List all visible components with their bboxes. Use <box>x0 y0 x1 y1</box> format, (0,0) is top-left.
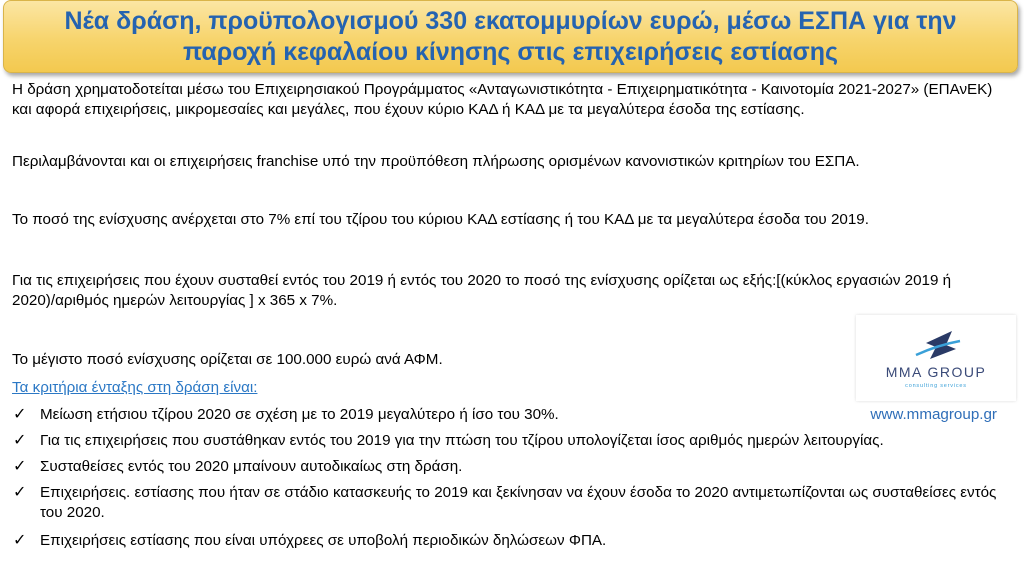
company-logo <box>856 315 1016 401</box>
checkmark-icon: ✓ <box>13 406 27 423</box>
paragraph-amount: Το ποσό της ενίσχυσης ανέρχεται στο 7% επί του τζίρου του κύριου ΚΑΔ εστίασης ή του ΚΑΔ με τα μεγαλύτερα έσοδα του 2019. <box>12 211 869 228</box>
criteria-list <box>12 405 1012 553</box>
paragraph-franchise: Περιλαμβάνονται και οι επιχειρήσεις franchise υπό την προϋπόθεση πλήρωσης ορισμένων κανονιστικών κριτηρίων του ΕΣΠΑ. <box>12 153 860 170</box>
title-banner <box>3 0 1018 73</box>
website-text: www.mmagroup.gr <box>870 406 997 423</box>
criteria-item <box>12 405 1012 431</box>
checkmark-icon: ✓ <box>13 484 27 501</box>
criteria-item-text: Συσταθείσες εντός του 2020 μπαίνουν αυτοδικαίως στη δράση. <box>40 458 463 475</box>
criteria-item <box>12 483 1012 531</box>
checkmark-icon: ✓ <box>13 458 27 475</box>
checkmark-icon: ✓ <box>13 532 27 549</box>
criteria-item-text: Για τις επιχειρήσεις που συστάθηκαν εντός του 2019 για την πτώση του τζίρου υπολογίζεται ίσος αριθμός ημερών λειτουργίας. <box>40 432 884 449</box>
logo-tagline: consulting services <box>905 383 967 389</box>
criteria-item-text: Επιχειρήσεις. εστίασης που ήταν σε στάδιο κατασκευής το 2019 και ξεκίνησαν να έχουν έσοδα το 2020 αντιμετωπίζονται ως συσταθείσες εντός του 2020. <box>40 484 997 521</box>
criteria-item-text: Επιχειρήσεις εστίασης που είναι υπόχρεες σε υποβολή περιοδικών δηλώσεων ΦΠΑ. <box>40 532 607 549</box>
logo-name: MMA GROUP <box>885 364 987 380</box>
criteria-item <box>12 457 1012 483</box>
paragraph-maximum: Το μέγιστο ποσό ενίσχυσης ορίζεται σε 100.000 ευρώ ανά ΑΦΜ. <box>12 351 443 368</box>
title-line-2: παροχή κεφαλαίου κίνησης στις επιχειρήσεις εστίασης <box>182 37 839 66</box>
criteria-heading-link[interactable]: Τα κριτήρια ένταξης στη δράση είναι: <box>12 379 258 396</box>
mma-group-logo-icon <box>856 315 1016 401</box>
criteria-item <box>12 531 1012 553</box>
paragraph-formula: Για τις επιχειρήσεις που έχουν συσταθεί εντός του 2019 ή εντός του 2020 το ποσό της ενίσχυσης ορίζεται ως εξής:[(κύκλος εργασιών 2019 ή 2020)/αριθμός ημερών λειτουργίας ] x 365 x 7%. <box>12 272 952 309</box>
criteria-item <box>12 431 1012 457</box>
paragraph-funding: Η δράση χρηματοδοτείται μέσω του Επιχειρησιακού Προγράμματος «Ανταγωνιστικότητα - Επιχειρηματικότητα - Καινοτομία 2021-2027» (ΕΠΑνΕΚ) και αφορά επιχειρήσεις, μικρομεσαίες και μεγάλες, που έχουν κύριο ΚΑΔ ή ΚΑΔ με τα μεγαλύτερα έσοδα της εστίασης. <box>12 81 993 118</box>
title-line-1: Νέα δράση, προϋπολογισμού 330 εκατομμυρίων ευρώ, μέσω ΕΣΠΑ για την <box>64 6 957 35</box>
criteria-item-text: Μείωση ετήσιου τζίρου 2020 σε σχέση με το 2019 μεγαλύτερο ή ίσο του 30%. <box>40 406 559 423</box>
checkmark-icon: ✓ <box>13 432 27 449</box>
